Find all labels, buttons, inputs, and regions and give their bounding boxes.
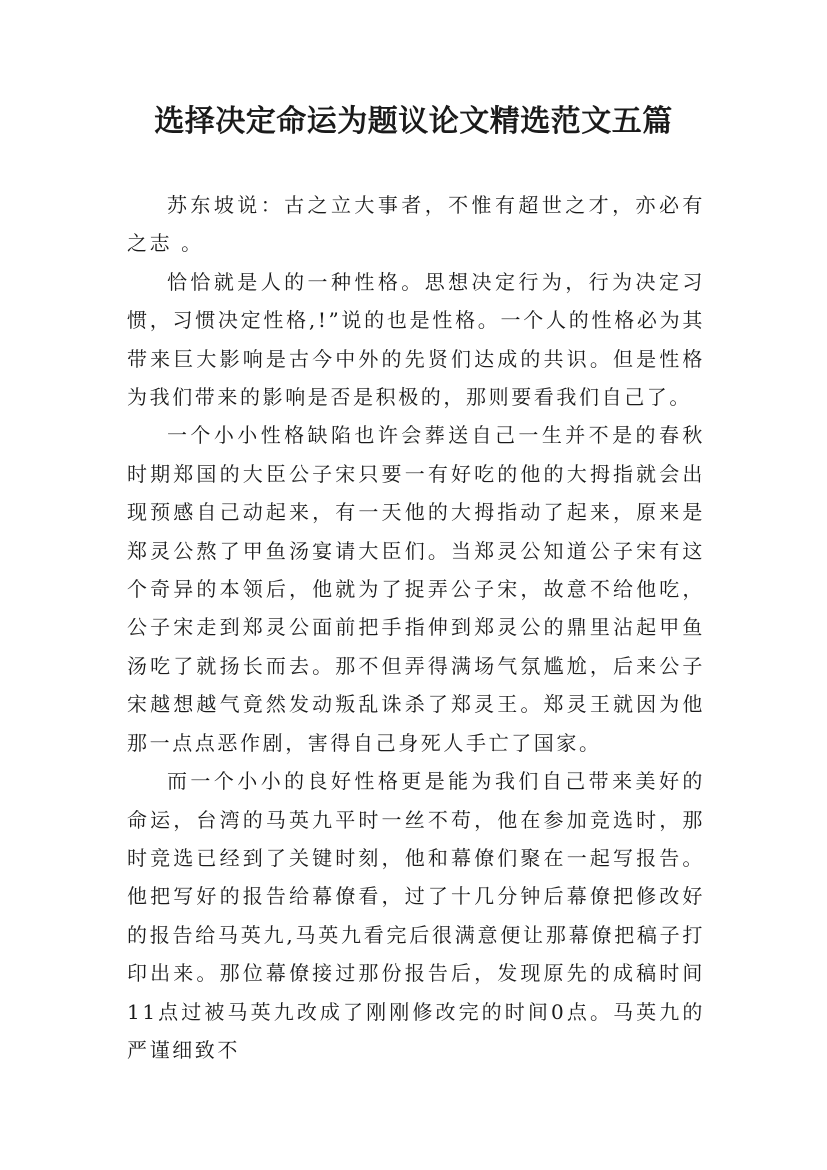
paragraph: 苏东坡说：古之立大事者，不惟有超世之才，亦必有之志 。 xyxy=(127,193,705,256)
document-title: 选择决定命运为题议论文精选范文五篇 xyxy=(154,104,673,139)
document-body xyxy=(127,186,705,1069)
paragraph: 而一个小小的良好性格更是能为我们自己带来美好的命运，台湾的马英九平时一丝不苟，他在参加竞选时，那时竞选已经到了关键时刻，他和幕僚们聚在一起写报告。他把写好的报告给幕僚看，过了十几分钟后幕僚把修改好的报告给马英九,马英九看完后很满意便让那幕僚把稿子打印出来。那位幕僚接过那份报告后，发现原先的成稿时间11点过被马英九改成了刚刚修改完的时间0点。马英九的严谨细致不 xyxy=(127,769,705,1062)
paragraph: 恰恰就是人的一种性格。思想决定行为，行为决定习惯，习惯决定性格,!”说的也是性格。一个人的性格必为其带来巨大影响是古今中外的先贤们达成的共识。但是性格为我们带来的影响是否是积极的，那则要看我们自己了。 xyxy=(127,269,705,410)
paragraph: 一个小小性格缺陷也许会葬送自己一生并不是的春秋时期郑国的大臣公子宋只要一有好吃的他的大拇指就会出现预感自己动起来，有一天他的大拇指动了起来，原来是郑灵公熬了甲鱼汤宴请大臣们。当郑灵公知道公子宋有这个奇异的本领后，他就为了捉弄公子宋，故意不给他吃，公子宋走到郑灵公面前把手指伸到郑灵公的鼎里沾起甲鱼汤吃了就扬长而去。那不但弄得满场气氛尴尬，后来公子宋越想越气竟然发动叛乱诛杀了郑灵王。郑灵王就因为他那一点点恶作剧，害得自己身死人手亡了国家。 xyxy=(127,423,705,755)
